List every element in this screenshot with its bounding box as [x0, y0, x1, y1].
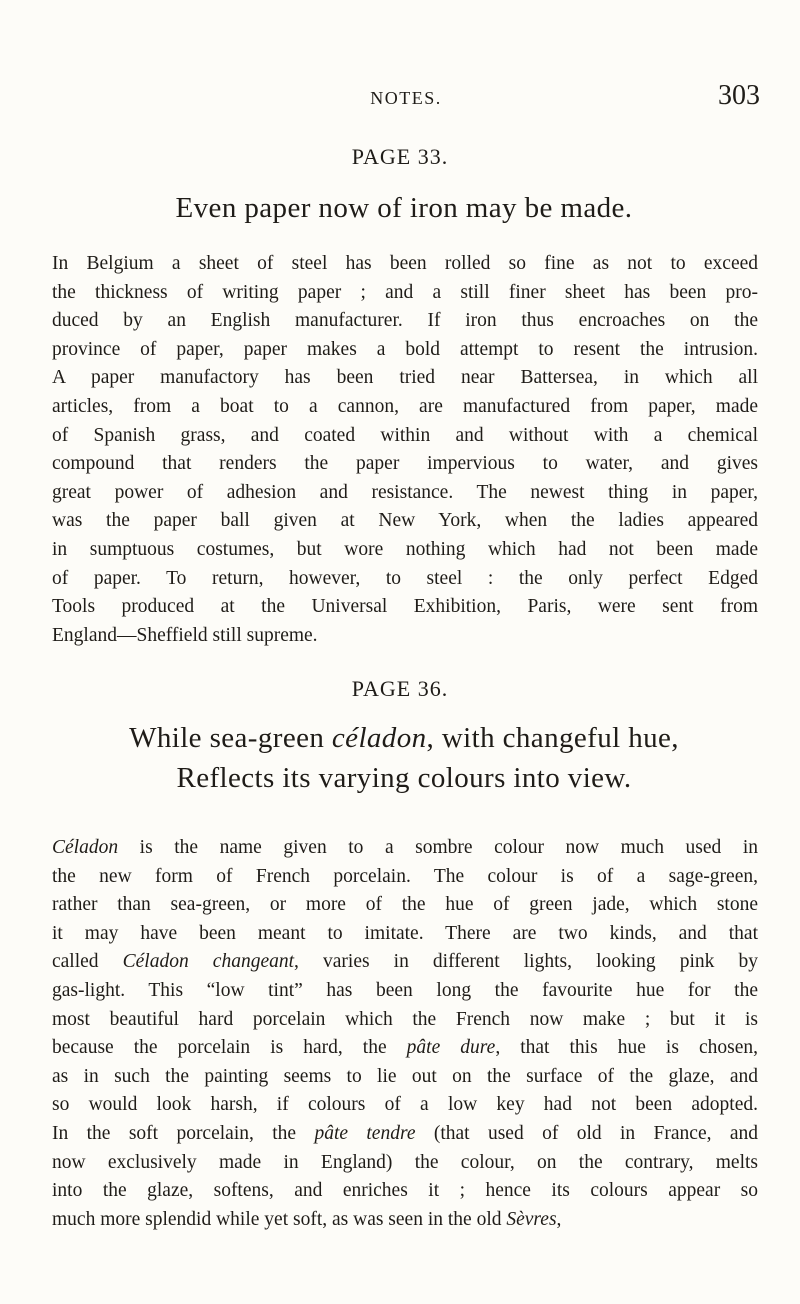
paragraph-line: now exclusively made in England) the colour, on the contrary, melts	[52, 1151, 758, 1173]
section-label-page-36: PAGE 36.	[351, 676, 449, 701]
note-paragraph-page-33	[52, 250, 758, 650]
running-title: NOTES.	[370, 88, 442, 108]
paragraph-line: was the paper ball given at New York, when the ladies appeared	[52, 510, 758, 532]
paragraph-line: of paper. To return, however, to steel : the only perfect Edged	[52, 567, 758, 589]
paragraph-line: articles, from a boat to a cannon, are manufactured from paper, made	[52, 395, 758, 417]
verse-quote-page-36	[52, 718, 756, 798]
paragraph-line: province of paper, paper makes a bold attempt to resent the intrusion.	[52, 338, 758, 360]
section-label-page-33: PAGE 33.	[351, 144, 449, 169]
verse-line-2: Reflects its varying colours into view.	[176, 762, 632, 794]
paragraph-line: Tools produced at the Universal Exhibition, Paris, were sent from	[52, 596, 758, 618]
paragraph-line: In the soft porcelain, the pâte tendre (that used of old in France, and	[52, 1122, 758, 1144]
paragraph-line: the thickness of writing paper ; and a still finer sheet has been pro-	[52, 281, 758, 303]
note-paragraph-page-36	[52, 834, 758, 1234]
paragraph-line: gas-light. This “low tint” has been long the favourite hue for the	[52, 979, 758, 1001]
paragraph-line: the new form of French porcelain. The colour is of a sage-green,	[52, 865, 758, 887]
paragraph-line: England—Sheffield still supreme.	[52, 624, 318, 646]
verse-quote-page-33	[52, 188, 756, 228]
page-number: 303	[718, 80, 760, 111]
italic-celadon: céladon	[331, 722, 427, 754]
paragraph-line: Céladon is the name given to a sombre colour now much used in	[52, 837, 758, 858]
paragraph-line: most beautiful hard porcelain which the French now make ; but it is	[52, 1008, 758, 1030]
paragraph-line: duced by an English manufacturer. If iron thus encroaches on the	[52, 310, 758, 332]
paragraph-line: as in such the painting seems to lie out on the surface of the glaze, and	[52, 1065, 758, 1087]
verse-line: Even paper now of iron may be made.	[175, 192, 633, 224]
paragraph-line: in sumptuous costumes, but wore nothing which had not been made	[52, 538, 758, 560]
paragraph-line: it may have been meant to imitate. There are two kinds, and that	[52, 922, 758, 944]
paragraph-line: great power of adhesion and resistance. The newest thing in paper,	[52, 481, 758, 503]
paragraph-line: called Céladon changeant, varies in different lights, looking pink by	[52, 951, 758, 973]
paragraph-line: because the porcelain is hard, the pâte dure, that this hue is chosen,	[52, 1037, 758, 1059]
paragraph-line: rather than sea-green, or more of the hue of green jade, which stone	[52, 894, 758, 916]
running-head	[52, 80, 760, 114]
paragraph-line: of Spanish grass, and coated within and without with a chemical	[52, 424, 758, 446]
paragraph-line: In Belgium a sheet of steel has been rolled so fine as not to exceed	[52, 253, 758, 274]
paragraph-line: compound that renders the paper impervious to water, and gives	[52, 453, 758, 475]
verse-line-1: While sea-green céladon, with changeful hue,	[129, 722, 679, 754]
paragraph-line: so would look harsh, if colours of a low key had not been adopted.	[52, 1094, 758, 1116]
paragraph-line: A paper manufactory has been tried near Battersea, in which all	[52, 367, 758, 389]
paragraph-line: much more splendid while yet soft, as was seen in the old Sèvres,	[52, 1208, 562, 1230]
paragraph-line: into the glaze, softens, and enriches it ; hence its colours appear so	[52, 1180, 758, 1202]
